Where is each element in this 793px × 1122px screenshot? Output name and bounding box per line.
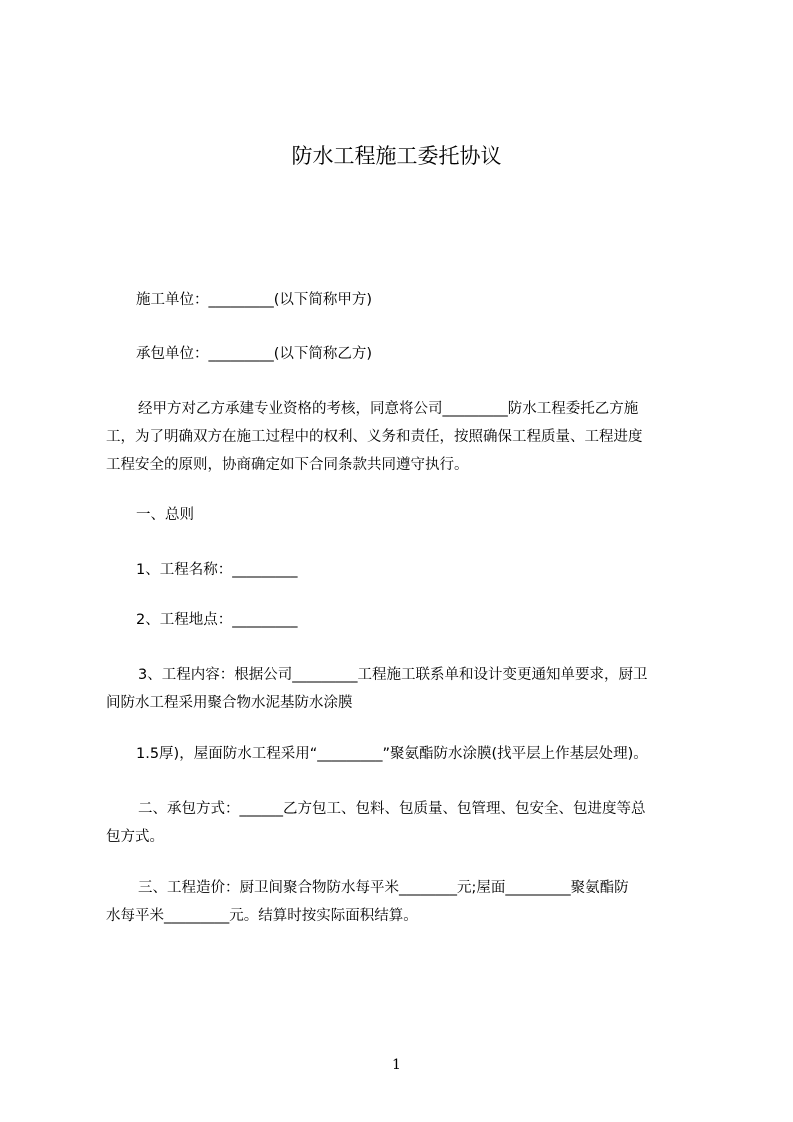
party-b-line: 承包单位：_________(以下简称乙方): [136, 346, 373, 362]
section-1-heading: 一、总则: [136, 507, 194, 523]
item-3-line-2: 间防水工程采用聚合物水泥基防水涂膜: [106, 695, 353, 711]
section-2-line-2: 包方式。: [106, 829, 164, 845]
page-number: 1: [392, 1057, 401, 1073]
intro-line-2: 工，为了明确双方在施工过程中的权利、义务和责任，按照确保工程质量、工程进度: [106, 429, 643, 445]
item-3-line-1: 3、工程内容：根据公司_________工程施工联系单和设计变更通知单要求，厨卫: [138, 667, 648, 683]
section-3-line-2: 水每平米_________元。结算时按实际面积结算。: [106, 908, 418, 924]
document-title: 防水工程施工委托协议: [291, 144, 502, 168]
intro-line-1: 经甲方对乙方承建专业资格的考核，同意将公司_________防水工程委托乙方施: [138, 401, 639, 417]
section-3-line-1: 三、工程造价：厨卫间聚合物防水每平米________元;屋面_________聚氨酯防: [138, 880, 629, 896]
party-a-line: 施工单位：_________(以下简称甲方): [136, 292, 373, 308]
item-2-project-location: 2、工程地点：_________: [136, 612, 298, 628]
item-1-project-name: 1、工程名称：_________: [136, 562, 298, 578]
item-3-continuation: 1.5厚)，屋面防水工程采用“_________”聚氨酯防水涂膜(找平层上作基层处理)。: [136, 746, 648, 762]
intro-line-3: 工程安全的原则，协商确定如下合同条款共同遵守执行。: [106, 457, 469, 473]
section-2-line-1: 二、承包方式：______乙方包工、包料、包质量、包管理、包安全、包进度等总: [138, 801, 646, 817]
